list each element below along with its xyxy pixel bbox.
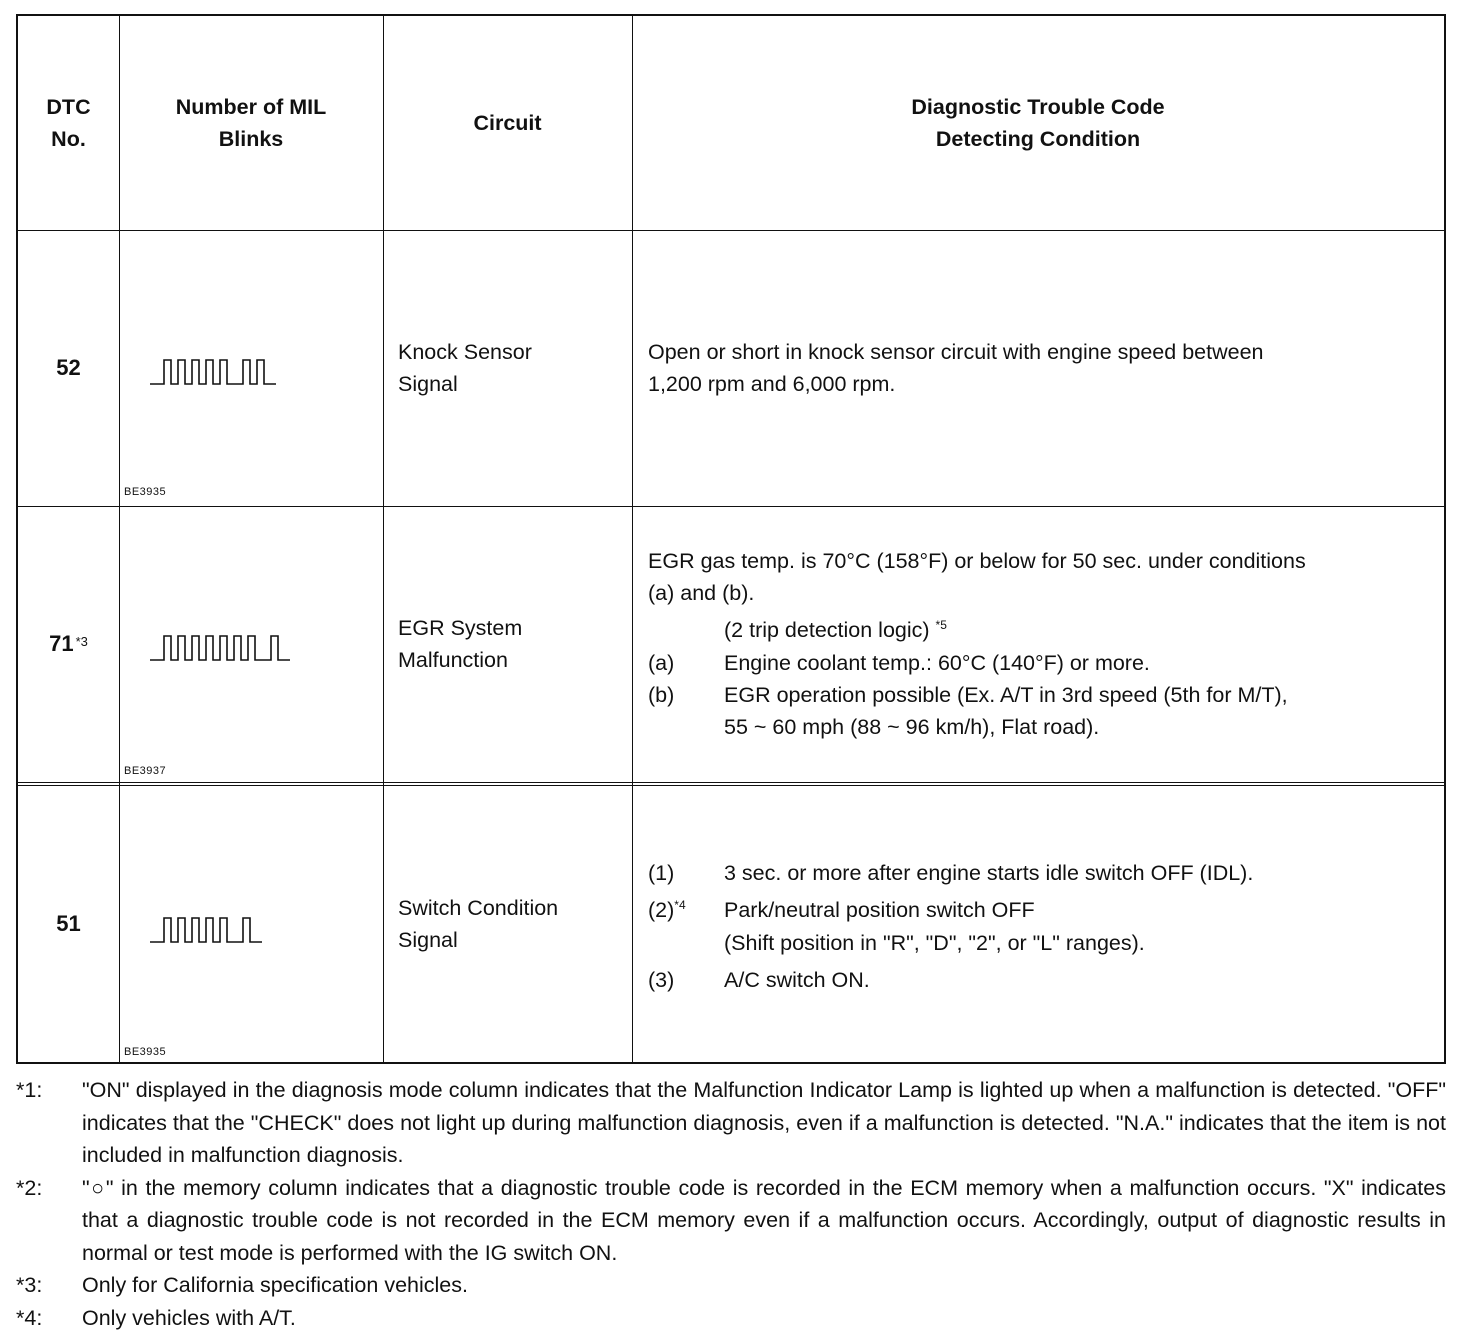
footnote (16, 1172, 1446, 1270)
dtc-number: 71 (49, 631, 74, 656)
circuit-text: Signal (398, 928, 458, 952)
circuit-text: Knock Sensor (398, 340, 532, 364)
condition-cell (648, 786, 1438, 1062)
condition-item (648, 711, 1306, 743)
condition-text: 3 sec. or more after engine starts idle switch OFF (IDL). (724, 861, 1254, 886)
condition-item (648, 927, 1253, 959)
condition-tag: (b) (648, 682, 675, 707)
condition-text: 55 ~ 60 mph (88 ~ 96 km/h), Flat road). (724, 714, 1100, 739)
condition-item (648, 852, 1253, 889)
condition-text: EGR gas temp. is 70°C (158°F) or below for 50 sec. under conditions (648, 549, 1306, 574)
condition-text: (2 trip detection logic) (724, 618, 930, 643)
dtc-code (18, 506, 119, 782)
condition-cell (648, 506, 1442, 782)
header-dtc-no (18, 16, 119, 230)
header-text: DTC (46, 95, 91, 119)
circuit-text: Signal (398, 372, 458, 396)
header-blinks (119, 16, 383, 230)
circuit-cell (398, 786, 628, 1062)
condition-text: A/C switch ON. (724, 967, 870, 992)
figure-code: BE3935 (124, 486, 167, 498)
circuit-text: Switch Condition (398, 896, 559, 920)
blink-waveform (150, 360, 276, 384)
header-text: Number of MIL (175, 95, 327, 119)
dtc-number: 52 (56, 355, 81, 380)
condition-item (648, 647, 1306, 679)
footnote-text: Only vehicles with A/T. (82, 1305, 296, 1330)
condition-footnote-ref: *5 (935, 618, 947, 633)
header-text: Blinks (218, 127, 284, 151)
condition-logic (648, 609, 1306, 646)
condition-cell (648, 230, 1438, 506)
dtc-table (16, 14, 1446, 1064)
condition-text: Open or short in knock sensor circuit with engine speed between (648, 340, 1264, 364)
header-text: Diagnostic Trouble Code (911, 95, 1165, 119)
figure-code: BE3937 (124, 765, 167, 777)
circuit-text: Malfunction (398, 648, 508, 672)
condition-item (648, 679, 1306, 711)
condition-text: (Shift position in "R", "D", "2", or "L" ranges). (724, 930, 1145, 955)
dtc-code (18, 786, 119, 1062)
footnote-mark: *1: (16, 1078, 43, 1102)
dtc-footnote-ref: *3 (75, 634, 88, 649)
footnote-mark: *4: (16, 1305, 43, 1330)
blink-waveform (150, 918, 262, 942)
condition-item (648, 889, 1253, 926)
circuit-cell (398, 230, 628, 506)
condition-text: (a) and (b). (648, 581, 755, 606)
footnote (16, 1074, 1446, 1172)
footnote-mark: *3: (16, 1273, 43, 1297)
footnote-mark: *2: (16, 1175, 43, 1200)
condition-tag: (1) (648, 861, 675, 886)
condition-text: 1,200 rpm and 6,000 rpm. (648, 372, 896, 396)
blink-pattern-icon (150, 912, 264, 948)
blink-waveform (150, 636, 290, 660)
condition-text: Engine coolant temp.: 60°C (140°F) or more. (724, 650, 1150, 675)
header-circuit (383, 16, 632, 230)
condition-item (648, 959, 1253, 996)
condition-text: Park/neutral position switch OFF (724, 898, 1035, 923)
footnote (16, 1302, 1446, 1335)
condition-tag: (a) (648, 650, 675, 675)
condition-tag: (3) (648, 967, 675, 992)
footnote-text: "ON" displayed in the diagnosis mode column indicates that the Malfunction Indicator Lamp is lighted up when a malfunction is detected. "OFF" indicates that the "CHECK" does not light up during malfunction diagnosis, even if a malfunction is detected. "N.A." indicates that the item is not included in malfunction diagnosis. (82, 1078, 1446, 1167)
header-condition (632, 16, 1444, 230)
footnote-text: Only for California specification vehicles. (82, 1273, 468, 1297)
dtc-code (18, 230, 119, 506)
footnotes (16, 1074, 1446, 1334)
blink-pattern-icon (150, 630, 292, 666)
blink-pattern-icon (150, 354, 278, 390)
circuit-text: EGR System (398, 616, 523, 640)
footnote (16, 1269, 1446, 1302)
header-text: Circuit (473, 111, 542, 135)
condition-tag: $(2)^{*4}$ (648, 898, 686, 923)
header-text: No. (51, 127, 86, 151)
dtc-number: 51 (56, 911, 81, 936)
condition-text: EGR operation possible (Ex. A/T in 3rd speed (5th for M/T), (724, 682, 1288, 707)
circuit-cell (398, 506, 628, 782)
footnote-text: "○" in the memory column indicates that a diagnostic trouble code is recorded in the ECM memory when a malfunction occurs. "X" indicates that a diagnostic trouble code is not recorded in the ECM memory even if a malfunction occurs. Accordingly, output of diagnostic results in normal or test mode is performed with the IG switch ON. (82, 1175, 1446, 1265)
header-text: Detecting Condition (935, 127, 1141, 151)
figure-code: BE3935 (124, 1046, 167, 1058)
